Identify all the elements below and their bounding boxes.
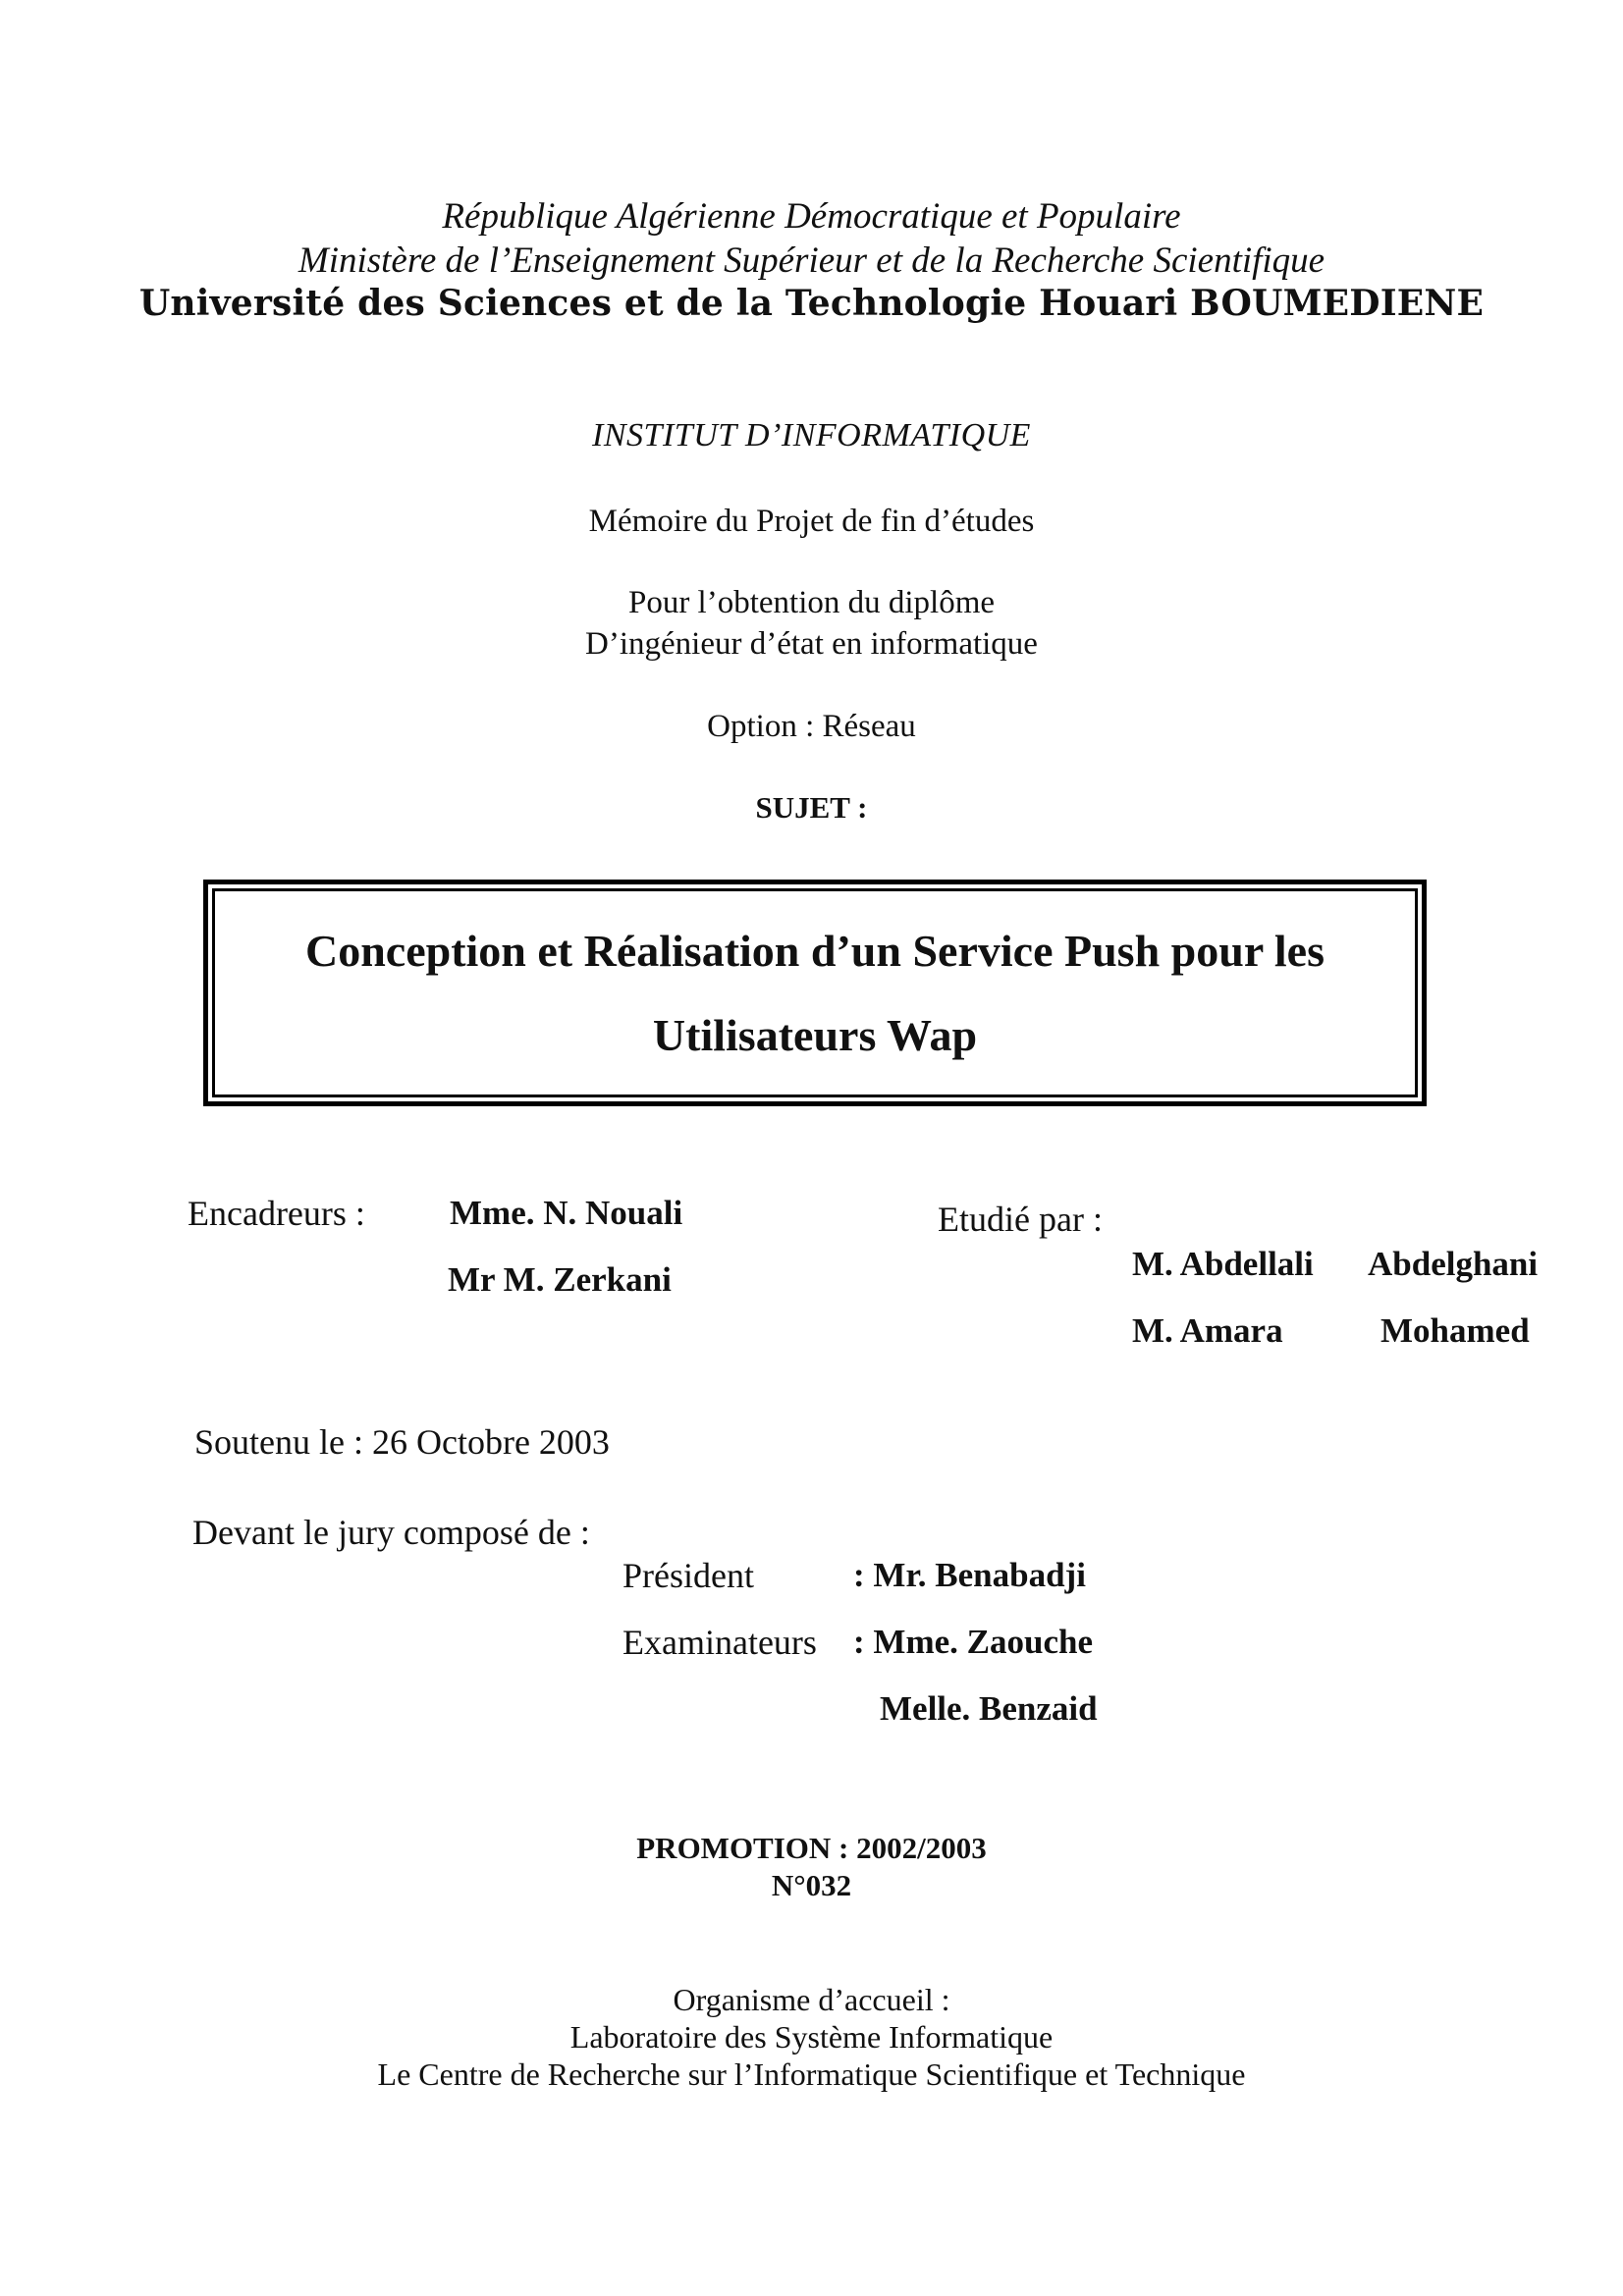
examiner-name: Melle. Benzaid [880,1689,1098,1728]
host-line-2: Le Centre de Recherche sur l’Informatique Scientifique et Technique [377,2056,1246,2092]
promotion-line: PROMOTION : 2002/2003 [636,1831,987,1865]
university-line: Université des Sciences et de la Technologie Houari BOUMEDIENE [138,283,1485,324]
promotion-number: N°032 [771,1868,852,1902]
title-box-inner [212,888,1418,1097]
president-label: Président [622,1556,754,1595]
thesis-title-line-2: Utilisateurs Wap [652,1009,978,1060]
thesis-title-line-1: Conception et Réalisation d’un Service Push pour les [304,925,1325,976]
sujet-label: SUJET : [755,790,868,825]
student-last-name: M. Abdellali [1132,1245,1314,1283]
student-first-name: Abdelghani [1368,1245,1539,1283]
institute-title: INSTITUT D’INFORMATIQUE [592,417,1031,454]
option-line: Option : Réseau [707,709,916,744]
supervisor-name: Mr M. Zerkani [448,1260,672,1299]
president-name: : Mr. Benabadji [853,1556,1086,1594]
memoire-line: Mémoire du Projet de fin d’études [588,504,1035,539]
title-box [203,880,1427,1106]
ministry-line: Ministère de l’Enseignement Supérieur et de la Recherche Scientifique [298,240,1325,281]
examiner-name: : Mme. Zaouche [853,1623,1093,1661]
jury-intro: Devant le jury composé de : [192,1513,590,1552]
republic-line: République Algérienne Démocratique et Populaire [442,196,1181,237]
host-label: Organisme d’accueil : [673,1982,950,2017]
host-line-1: Laboratoire des Système Informatique [569,2019,1054,2055]
defense-date: Soutenu le : 26 Octobre 2003 [194,1422,610,1462]
diploma-line-2: D’ingénieur d’état en informatique [585,626,1038,662]
supervisors-label: Encadreurs : [188,1194,365,1233]
examiners-label: Examinateurs [622,1623,817,1662]
students-label: Etudié par : [938,1200,1103,1239]
supervisor-name: Mme. N. Nouali [450,1194,683,1232]
student-last-name: M. Amara [1132,1311,1283,1350]
student-first-name: Mohamed [1380,1311,1530,1350]
diploma-line-1: Pour l’obtention du diplôme [627,585,996,620]
